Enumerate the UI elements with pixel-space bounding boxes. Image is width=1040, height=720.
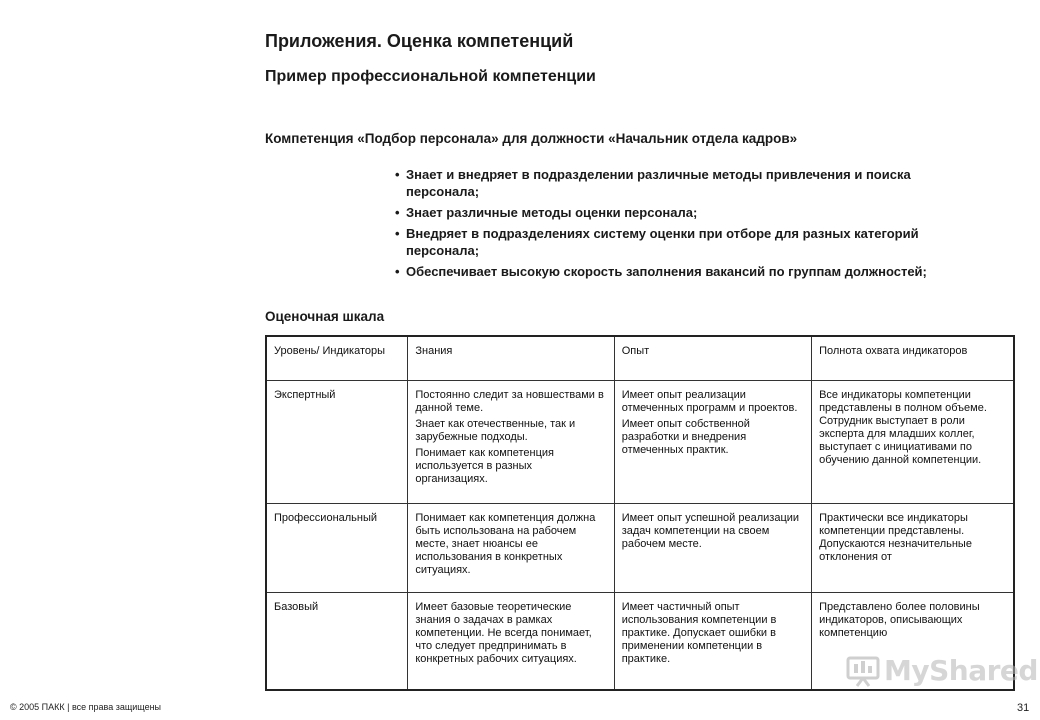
list-item: • Внедряет в подразделениях систему оценки при отборе для разных категорий персонала; [395,226,919,258]
indicator-list [395,166,940,284]
table-header-cell: Знания [408,336,614,381]
level-cell: Экспертный [266,381,408,504]
bullet-icon: • [395,205,400,220]
experience-cell: Имеет опыт реализации отмеченных программ и проектов. Имеет опыт собственной разработки и внедрения отмеченных практик. [614,381,811,504]
level-cell: Профессиональный [266,503,408,592]
slide-subtitle: Пример профессиональной компетенции [265,68,596,85]
footer-copyright: © 2005 ПАКК | все права защищены [10,702,162,712]
experience-cell: Имеет опыт успешной реализации задач компетенции на своем рабочем месте. [614,503,811,592]
knowledge-cell: Имеет базовые теоретические знания о задачах в рамках компетенции. Не всегда понимает, что следует предпринимать в конкретных рабочих ситуациях. [408,593,614,690]
table-row [266,503,1014,592]
list-item: • Знает и внедряет в подразделении различные методы привлечения и поиска персонала; [395,167,911,199]
page-number: 31 [1017,702,1030,714]
coverage-cell: Практически все индикаторы компетенции представлены. Допускаются незначительные отклонения от [812,503,1014,592]
watermark-text: MyShared [884,654,1038,687]
coverage-cell: Все индикаторы компетенции представлены в полном объеме. Сотрудник выступает в роли эксперта для младших коллег, выступает с инициативами по обучению данной компетенции. [812,381,1014,504]
table-header-cell: Уровень/ Индикаторы [266,336,408,381]
list-item: • Знает различные методы оценки персонала; [395,205,698,220]
list-item: • Обеспечивает высокую скорость заполнения вакансий по группам должностей; [395,264,927,279]
experience-cell: Имеет частичный опыт использования компетенции в практике. Допускает ошибки в применении компетенции в практике. [614,593,811,690]
coverage-cell: Представлено более половины индикаторов, описывающих компетенцию [812,593,1014,690]
table-header-cell: Полнота охвата индикаторов [812,336,1014,381]
scale-label: Оценочная шкала [265,309,385,324]
knowledge-cell: Постоянно следит за новшествами в данной теме. Знает как отечественные, так и зарубежные подходы. Понимает как компетенция используется в разных организациях. [408,381,614,504]
knowledge-cell: Понимает как компетенция должна быть использована на рабочем месте, знает нюансы ее использования в конкретных ситуациях. [408,503,614,592]
bullet-icon: • [395,226,400,241]
competency-heading: Компетенция «Подбор персонала» для должности «Начальник отдела кадров» [265,131,798,146]
table-header-row [266,336,1014,381]
bullet-icon: • [395,167,400,182]
level-cell: Базовый [266,593,408,690]
table-row [266,381,1014,504]
presentation-board-icon [846,655,880,687]
assessment-scale-table [265,335,1015,691]
watermark-logo [846,654,1038,687]
slide-title: Приложения. Оценка компетенций [265,31,574,51]
table-header-cell: Опыт [614,336,811,381]
bullet-icon: • [395,264,400,279]
